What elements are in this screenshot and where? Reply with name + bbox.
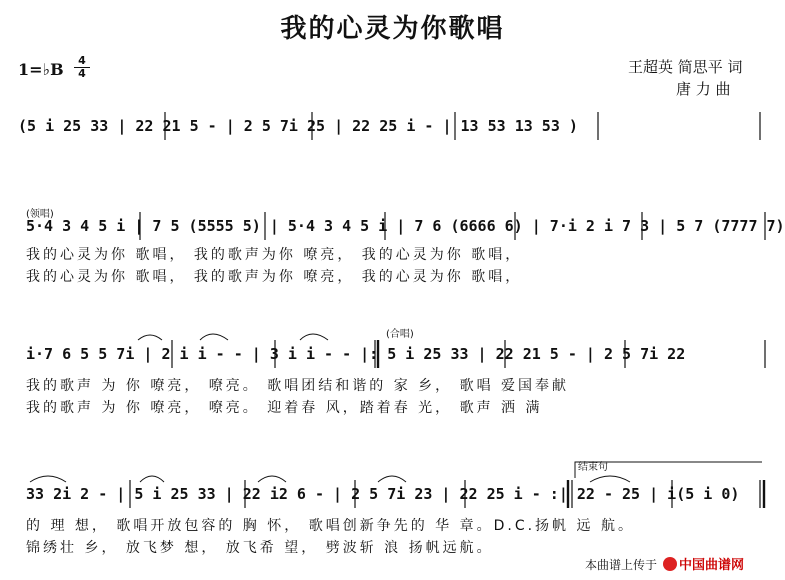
system-2-lyric-1: 我的心灵为你 歌唱， 我的歌声为你 嘹亮， 我的心灵为你 歌唱，: [26, 247, 523, 263]
solo-label: (领唱): [26, 209, 54, 220]
footer-text: 本曲谱上传于: [585, 558, 658, 572]
composer-credit: 唐 力 曲: [676, 80, 731, 98]
system-4-barlines: [130, 480, 764, 508]
system-3-barlines: [172, 340, 765, 368]
lyricist-credit: 王超英 简思平 词: [628, 58, 743, 76]
system-4-lyric-1: 的 理 想， 歌唱开放包容的 胸 怀， 歌唱创新争先的 华 章。D.C.扬帆 远 航。: [26, 518, 635, 534]
system-1-barlines: [165, 112, 760, 140]
site-logo: [663, 554, 744, 573]
system-3-lyric-1: 我的歌声 为 你 嘹亮， 嘹亮。 歌唱团结和谐的 家 乡， 歌唱 爱国奉献: [26, 378, 570, 394]
logo-icon: [663, 557, 677, 571]
time-signature-top: 4: [78, 54, 86, 67]
system-3-lyric-2: 我的歌声 为 你 嘹亮， 嘹亮。 迎着春 风，踏着春 光， 歌声 洒 满: [26, 400, 543, 416]
site-name: 中国曲谱网: [679, 558, 745, 573]
system-4-notes: 33 2i 2 - | 5 i 25 33 | 22 i2 6 - | 2 5 7i 23 | 22 25 i - :| 22 - 25 | i(5 i 0): [26, 485, 740, 503]
ending-label: 结束句: [578, 462, 608, 473]
system-1-notes: (5 i 25 33 | 22 21 5 - | 2 5 7i 25 | 22 25 i - | 13 53 13 53 ): [18, 117, 578, 135]
system-2-lyric-2: 我的心灵为你 歌唱， 我的歌声为你 嘹亮， 我的心灵为你 歌唱，: [26, 269, 523, 285]
page-title: 我的心灵为你歌唱: [280, 14, 505, 44]
ties: [30, 334, 630, 482]
system-2-notes: 5·4 3 4 5 i | 7 5 (5555 5) | 5·4 3 4 5 i | 7 6 (6666 6) | 7·i 2 i 7 3 | 5 7 (7777 7): [26, 217, 785, 235]
time-signature-bottom: 4: [78, 67, 86, 80]
ending-bracket: [575, 462, 762, 478]
key-signature: 1=♭B: [18, 60, 64, 79]
system-3-notes: i·7 6 5 5 7i | 2 i i - - | 3 i i - - |: 5 i 25 33 | 22 21 5 - | 2 5 7i 22: [26, 345, 686, 363]
system-4-lyric-2: 锦绣壮 乡， 放飞梦 想， 放飞希 望， 劈波斩 浪 扬帆远航。: [26, 540, 494, 556]
chorus-label: (合唱): [386, 329, 414, 340]
system-2-barlines: [140, 212, 765, 240]
